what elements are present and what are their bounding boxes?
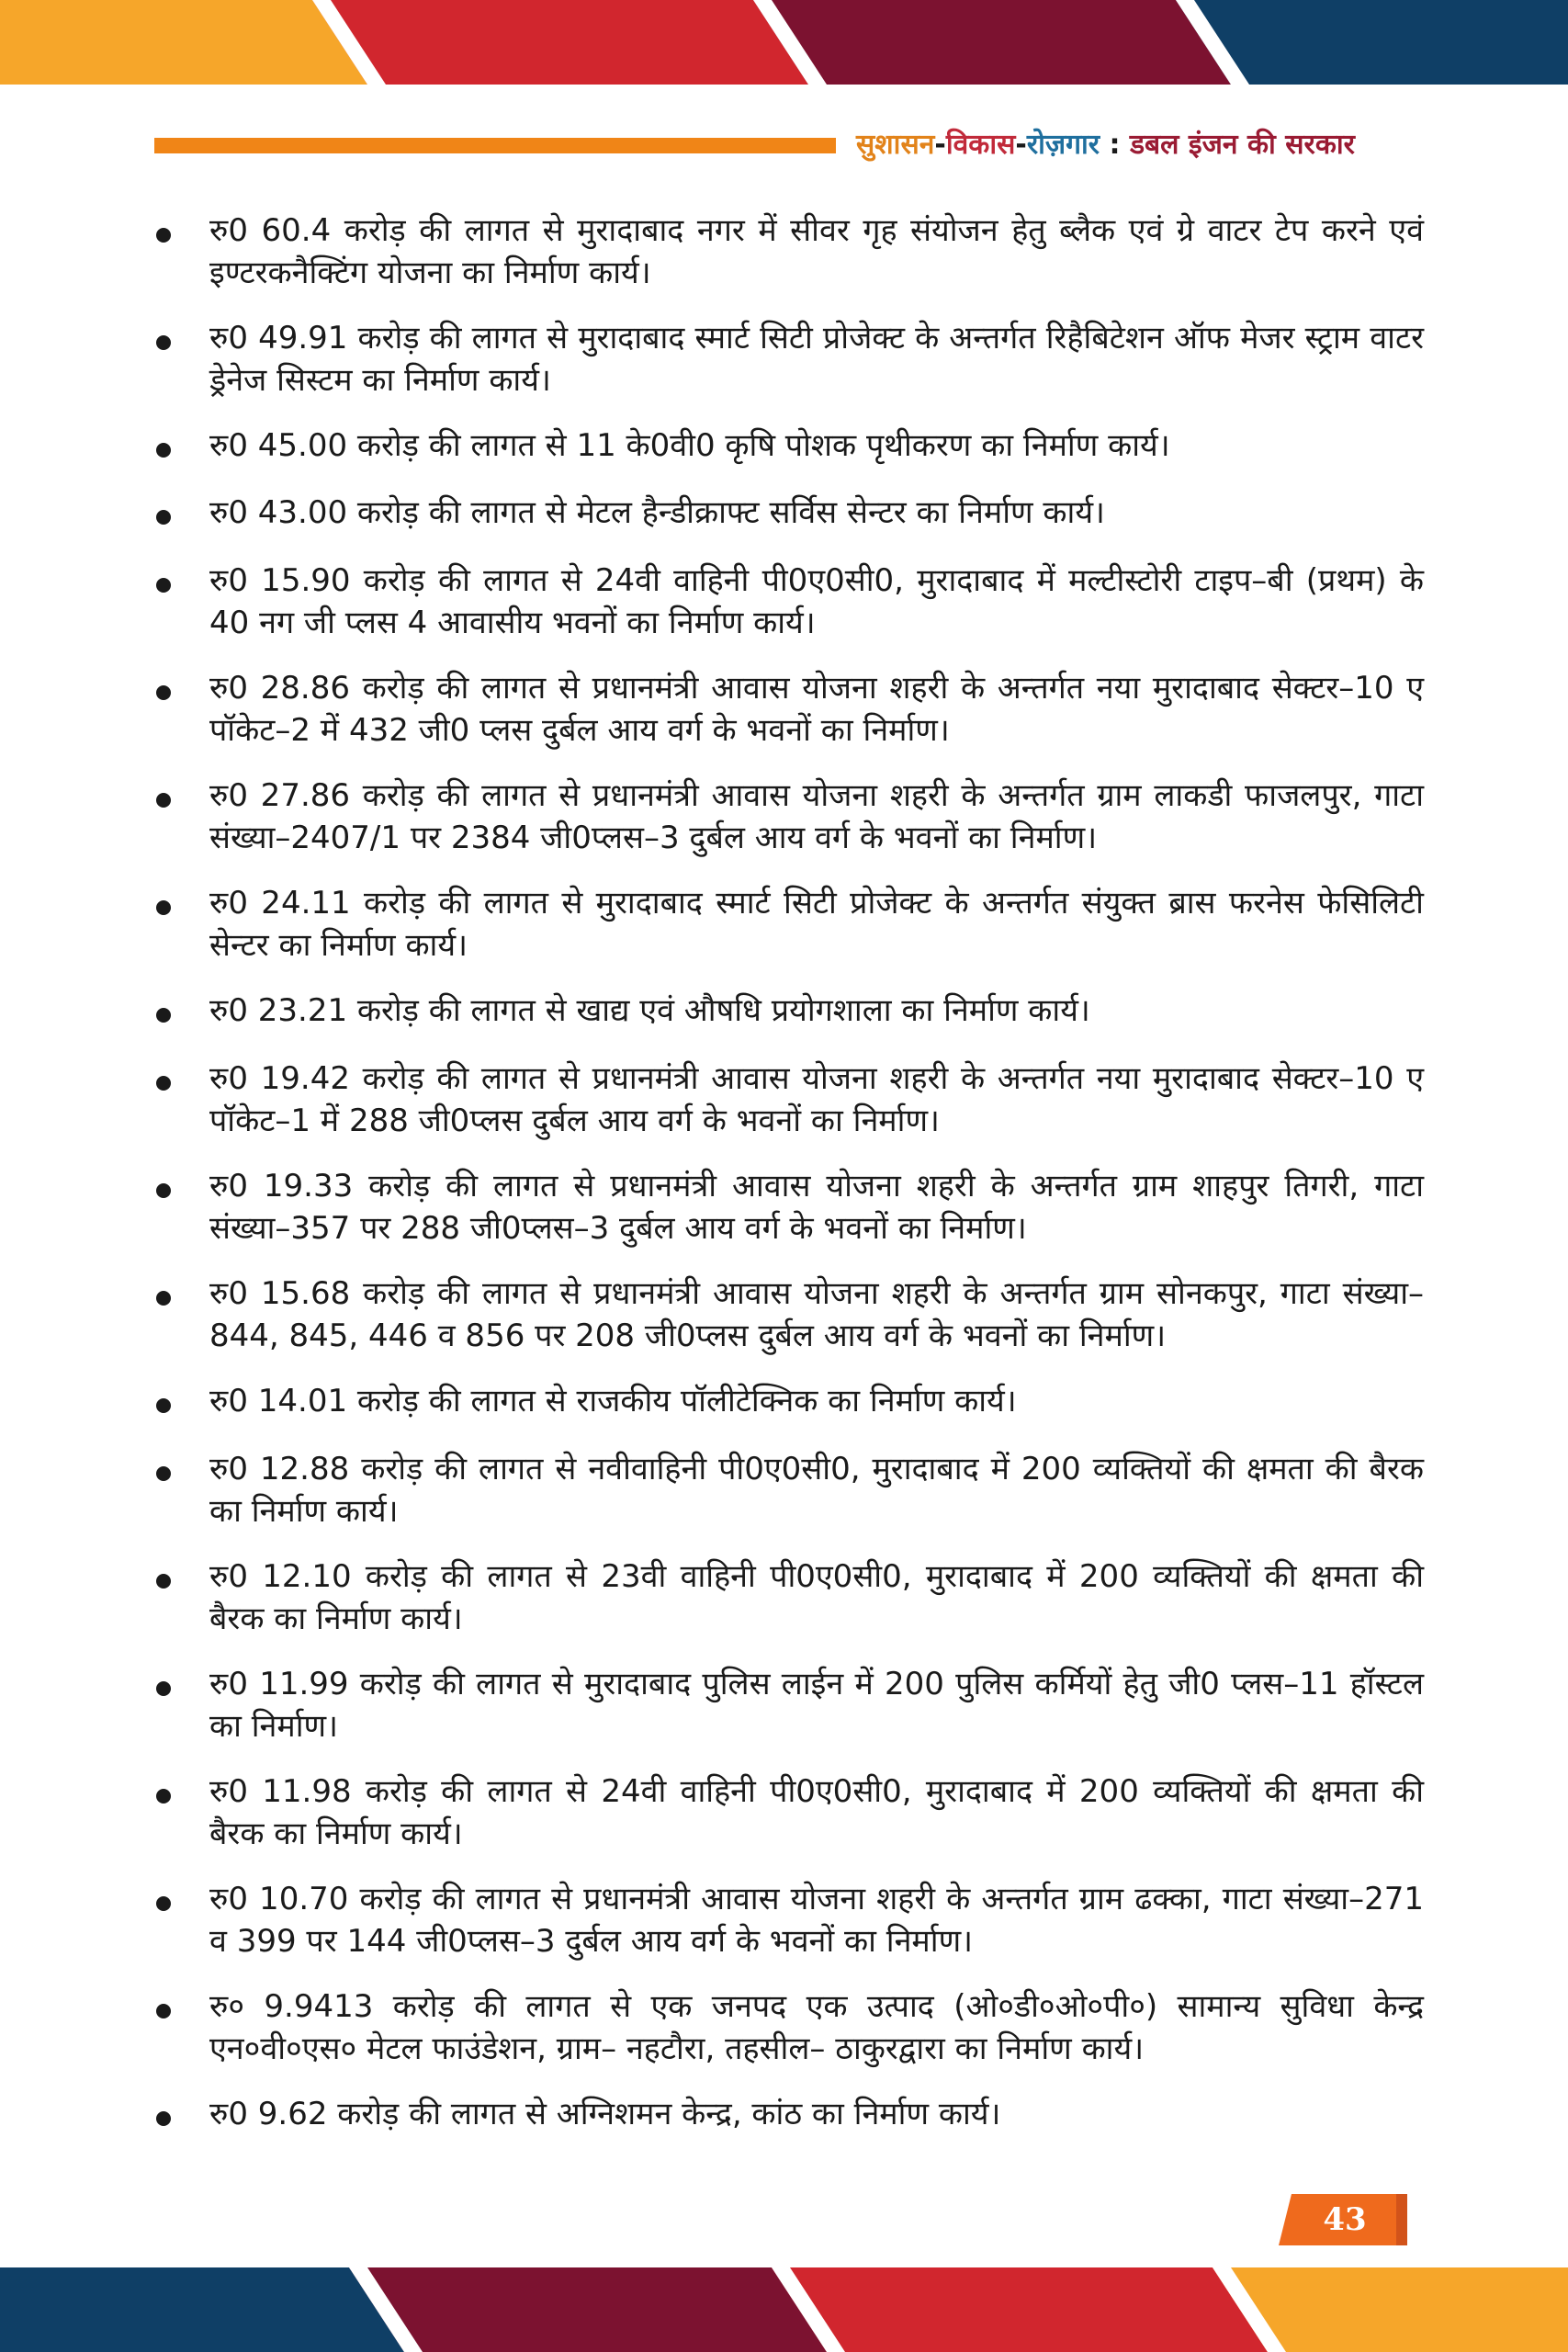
bullet-icon: [156, 2004, 171, 2018]
bullet-icon: [156, 1291, 171, 1306]
header-word-vikas: विकास: [945, 129, 1016, 161]
list-item-text: रु0 12.10 करोड़ की लागत से 23वी वाहिनी पी0ए0सी0, मुरादाबाद में 200 व्यक्तियों की क्षमता की बैरक का निर्माण कार्य।: [209, 1558, 1424, 1637]
bullet-icon: [156, 510, 171, 525]
project-list: [147, 209, 1424, 2148]
list-item-text: रु0 23.21 करोड़ की लागत से खाद्य एवं औषधि प्रयोगशाला का निर्माण कार्य।: [209, 992, 1090, 1029]
page-number-badge: [1279, 2194, 1407, 2245]
list-item: [147, 209, 1424, 317]
list-item: [147, 882, 1424, 989]
list-item-text: रु० 9.9413 करोड़ की लागत से एक जनपद एक उत्पाद (ओ०डी०ओ०पी०) सामान्य सुविधा केन्द्र एन०वी०एस० मेटल फाउंडेशन, ग्राम– नहटौरा, तहसील– ठाकुरद्वारा का निर्माण कार्य।: [209, 1988, 1424, 2067]
header-rule: [154, 138, 836, 153]
list-item-text: रु0 10.70 करोड़ की लागत से प्रधानमंत्री आवास योजना शहरी के अन्तर्गत ग्राम ढक्का, गाटा संख्या–271 व 399 पर 144 जी0प्लस–3 दुर्बल आय वर्ग के भवनों का निर्माण।: [209, 1881, 1424, 1960]
list-item-text: रु0 15.68 करोड़ की लागत से प्रधानमंत्री आवास योजना शहरी के अन्तर्गत ग्राम सोनकपुर, गाटा संख्या–844, 845, 446 व 856 पर 208 जी0प्लस दुर्बल आय वर्ग के भवनों का निर्माण।: [209, 1275, 1424, 1354]
top-decorative-band: [0, 0, 1568, 85]
list-item-text: रु0 14.01 करोड़ की लागत से राजकीय पॉलीटेक्निक का निर्माण कार्य।: [209, 1383, 1017, 1419]
page-number: 43: [1323, 2201, 1367, 2238]
list-item: [147, 317, 1424, 424]
list-item-text: रु0 12.88 करोड़ की लागत से नवीवाहिनी पी0ए0सी0, मुरादाबाद में 200 व्यक्तियों की क्षमता की बैरक का निर्माण कार्य।: [209, 1451, 1424, 1530]
header-separator: -: [1015, 129, 1027, 161]
list-item: [147, 492, 1424, 560]
list-item: [147, 1663, 1424, 1770]
bullet-icon: [156, 1789, 171, 1804]
list-item-text: रु0 19.33 करोड़ की लागत से प्रधानमंत्री आवास योजना शहरी के अन्तर्गत ग्राम शाहपुर तिगरी, गाटा संख्या–357 पर 288 जी0प्लस–3 दुर्बल आय वर्ग के भवनों का निर्माण।: [209, 1168, 1424, 1247]
bullet-icon: [156, 1008, 171, 1023]
list-item: [147, 1380, 1424, 1448]
bullet-icon: [156, 335, 171, 350]
bullet-icon: [156, 1466, 171, 1481]
bullet-icon: [156, 443, 171, 458]
bullet-icon: [156, 1076, 171, 1091]
bullet-icon: [156, 228, 171, 243]
bullet-icon: [156, 1398, 171, 1413]
header-separator: -: [934, 129, 946, 161]
header-word-sushasan: सुशासन: [856, 129, 935, 161]
bullet-icon: [156, 685, 171, 700]
list-item: [147, 1555, 1424, 1663]
bullet-icon: [156, 900, 171, 915]
list-item-text: रु0 60.4 करोड़ की लागत से मुरादाबाद नगर में सीवर गृह संयोजन हेतु ब्लैक एवं ग्रे वाटर टेप करने एवं इण्टरकनैक्टिंग योजना का निर्माण कार्य।: [209, 212, 1424, 291]
header-tagline: डबल इंजन की सरकार: [1129, 129, 1355, 161]
top-band-stripes: [0, 0, 1568, 85]
list-item-text: रु0 49.91 करोड़ की लागत से मुरादाबाद स्मार्ट सिटी प्रोजेक्ट के अन्तर्गत रिहैबिटेशन ऑफ मेजर स्ट्राम वाटर ड्रेनेज सिस्टम का निर्माण कार्य।: [209, 320, 1424, 399]
list-item: [147, 989, 1424, 1057]
list-item: [147, 2093, 1424, 2148]
bullet-icon: [156, 1574, 171, 1589]
header-colon: :: [1100, 129, 1130, 161]
bullet-icon: [156, 1896, 171, 1911]
list-item-text: रु0 11.98 करोड़ की लागत से 24वी वाहिनी पी0ए0सी0, मुरादाबाद में 200 व्यक्तियों की क्षमता की बैरक का निर्माण कार्य।: [209, 1773, 1424, 1852]
list-item-text: रु0 28.86 करोड़ की लागत से प्रधानमंत्री आवास योजना शहरी के अन्तर्गत नया मुरादाबाद सेक्टर–10 ए पॉकेट–2 में 432 जी0 प्लस दुर्बल आय वर्ग के भवनों का निर्माण।: [209, 670, 1424, 749]
list-item: [147, 1165, 1424, 1272]
list-item: [147, 560, 1424, 667]
list-item: [147, 667, 1424, 775]
list-item-text: रु0 9.62 करोड़ की लागत से अग्निशमन केन्द्र, कांठ का निर्माण कार्य।: [209, 2096, 1001, 2132]
header-word-rozgar: रोज़गार: [1026, 129, 1100, 161]
list-item: [147, 1272, 1424, 1380]
list-item: [147, 1448, 1424, 1555]
bullet-icon: [156, 793, 171, 808]
list-item: [147, 1770, 1424, 1878]
list-item: [147, 1985, 1424, 2093]
bottom-band-stripes: [0, 2267, 1568, 2352]
list-item: [147, 424, 1424, 492]
header-title: [856, 122, 1416, 168]
list-item-text: रु0 27.86 करोड़ की लागत से प्रधानमंत्री आवास योजना शहरी के अन्तर्गत ग्राम लाकडी फाजलपुर, गाटा संख्या–2407/1 पर 2384 जी0प्लस–3 दुर्बल आय वर्ग के भवनों का निर्माण।: [209, 777, 1424, 856]
list-item: [147, 775, 1424, 882]
list-item: [147, 1057, 1424, 1165]
list-item-text: रु0 15.90 करोड़ की लागत से 24वी वाहिनी पी0ए0सी0, मुरादाबाद में मल्टीस्टोरी टाइप–बी (प्रथम) के 40 नग जी प्लस 4 आवासीय भवनों का निर्माण कार्य।: [209, 562, 1424, 641]
list-item: [147, 1878, 1424, 1985]
bullet-icon: [156, 1183, 171, 1198]
bullet-icon: [156, 578, 171, 593]
list-item-text: रु0 45.00 करोड़ की लागत से 11 के0वी0 कृषि पोशक पृथीकरण का निर्माण कार्य।: [209, 427, 1170, 464]
list-item-text: रु0 43.00 करोड़ की लागत से मेटल हैन्डीक्राफ्ट सर्विस सेन्टर का निर्माण कार्य।: [209, 494, 1105, 531]
list-item-text: रु0 24.11 करोड़ की लागत से मुरादाबाद स्मार्ट सिटी प्रोजेक्ट के अन्तर्गत संयुक्त ब्रास फरनेस फेसिलिटी सेन्टर का निर्माण कार्य।: [209, 885, 1424, 964]
list-item-text: रु0 19.42 करोड़ की लागत से प्रधानमंत्री आवास योजना शहरी के अन्तर्गत नया मुरादाबाद सेक्टर–10 ए पॉकेट–1 में 288 जी0प्लस दुर्बल आय वर्ग के भवनों का निर्माण।: [209, 1060, 1424, 1139]
list-item-text: रु0 11.99 करोड़ की लागत से मुरादाबाद पुलिस लाईन में 200 पुलिस कर्मियों हेतु जी0 प्लस–11 हॉस्टल का निर्माण।: [209, 1666, 1424, 1745]
bullet-icon: [156, 1681, 171, 1696]
bottom-decorative-band: [0, 2267, 1568, 2352]
bullet-icon: [156, 2111, 171, 2126]
